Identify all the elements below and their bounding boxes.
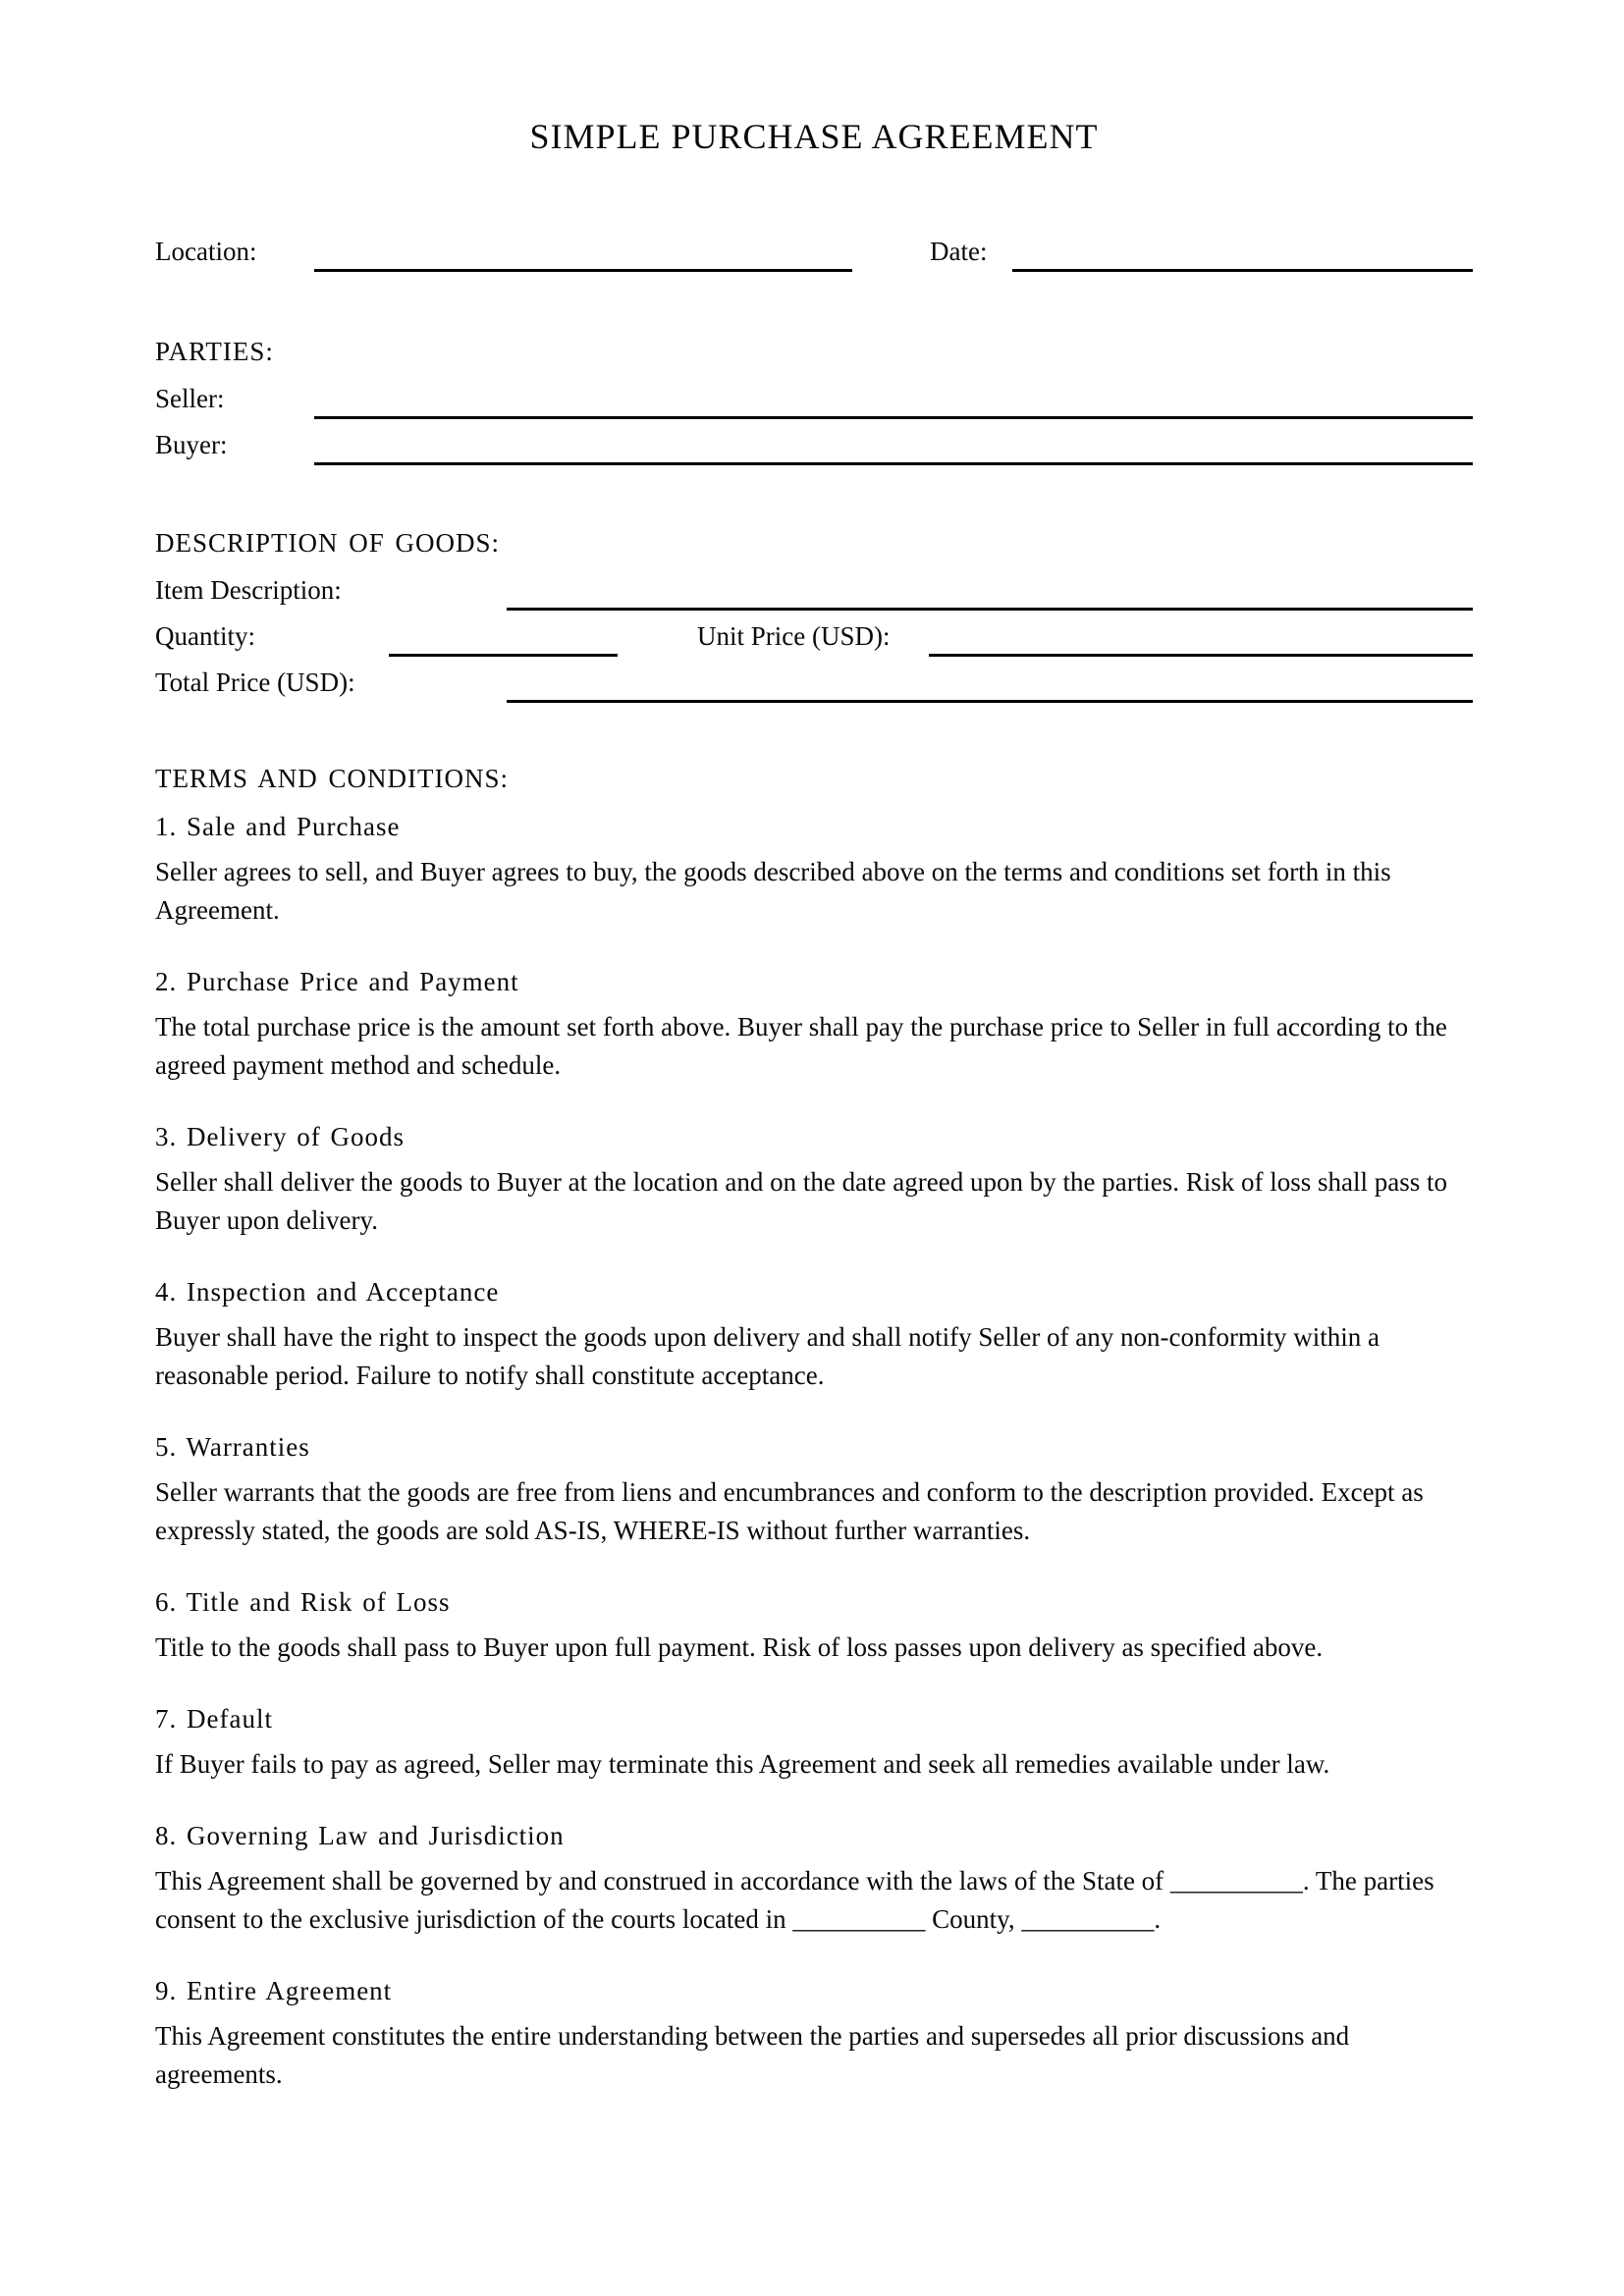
unit-price-blank-field[interactable]: [929, 649, 1473, 657]
section-body: Seller shall deliver the goods to Buyer at the location and on the date agreed upon by the parties. Risk of loss shall pass to Buyer upon delivery.: [155, 1167, 1447, 1235]
buyer-blank-field[interactable]: [314, 457, 1473, 465]
location-blank-field[interactable]: [314, 264, 852, 272]
item-description-label: Item Description:: [155, 575, 342, 605]
buyer-row: [155, 419, 1473, 465]
location-date-row: [155, 226, 1473, 272]
section-body: Seller agrees to sell, and Buyer agrees to buy, the goods described above on the terms and conditions set forth in this Agreement.: [155, 857, 1391, 925]
goods-heading: DESCRIPTION OF GOODS:: [155, 528, 501, 558]
section-warranties: [155, 1428, 1473, 1550]
total-price-label: Total Price (USD):: [155, 667, 355, 697]
section-heading: 3. Delivery of Goods: [155, 1122, 405, 1151]
parties-heading: PARTIES:: [155, 337, 274, 366]
seller-label: Seller:: [155, 384, 225, 413]
section-entire-agreement: [155, 1972, 1473, 2094]
section-inspection-and-acceptance: [155, 1273, 1473, 1395]
terms-heading: TERMS AND CONDITIONS:: [155, 764, 510, 793]
section-title-and-risk-of-loss: [155, 1583, 1473, 1667]
section-body: This Agreement shall be governed by and construed in accordance with the laws of the State of __________. The parties consent to the exclusive jurisdiction of the courts located in __________ County, __________.: [155, 1866, 1435, 1934]
date-blank-field[interactable]: [1012, 264, 1473, 272]
quantity-label: Quantity:: [155, 621, 255, 651]
section-purchase-price-and-payment: [155, 963, 1473, 1085]
section-sale-and-purchase: [155, 808, 1473, 930]
section-governing-law-and-jurisdiction: [155, 1817, 1473, 1939]
unit-price-label: Unit Price (USD):: [697, 621, 891, 651]
section-heading: 1. Sale and Purchase: [155, 812, 401, 841]
section-heading: 9. Entire Agreement: [155, 1976, 393, 2005]
date-label: Date:: [930, 237, 988, 266]
total-price-blank-field[interactable]: [507, 695, 1473, 703]
item-description-row: [155, 564, 1473, 611]
section-body: Seller warrants that the goods are free from liens and encumbrances and conform to the description provided. Except as expressly stated, the goods are sold AS-IS, WHERE-IS without further warranties.: [155, 1477, 1424, 1545]
section-heading: 6. Title and Risk of Loss: [155, 1587, 451, 1617]
total-price-row: [155, 657, 1473, 703]
section-body: The total purchase price is the amount set forth above. Buyer shall pay the purchase price to Seller in full according to the agreed payment method and schedule.: [155, 1012, 1447, 1080]
section-heading: 5. Warranties: [155, 1432, 310, 1462]
item-description-blank-field[interactable]: [507, 603, 1473, 611]
section-heading: 7. Default: [155, 1704, 273, 1734]
seller-blank-field[interactable]: [314, 411, 1473, 419]
seller-row: [155, 373, 1473, 419]
page-title: SIMPLE PURCHASE AGREEMENT: [529, 117, 1099, 156]
buyer-label: Buyer:: [155, 430, 228, 459]
section-body: This Agreement constitutes the entire understanding between the parties and supersedes all prior discussions and agreements.: [155, 2021, 1350, 2089]
section-heading: 8. Governing Law and Jurisdiction: [155, 1821, 565, 1850]
location-label: Location:: [155, 237, 257, 266]
section-heading: 4. Inspection and Acceptance: [155, 1277, 500, 1307]
section-body: If Buyer fails to pay as agreed, Seller may terminate this Agreement and seek all remedies available under law.: [155, 1749, 1330, 1779]
section-heading: 2. Purchase Price and Payment: [155, 967, 519, 996]
section-body: Title to the goods shall pass to Buyer upon full payment. Risk of loss passes upon delivery as specified above.: [155, 1632, 1324, 1662]
section-default: [155, 1700, 1473, 1784]
section-delivery-of-goods: [155, 1118, 1473, 1240]
quantity-unit-price-row: [155, 611, 1473, 657]
section-body: Buyer shall have the right to inspect the goods upon delivery and shall notify Seller of any non-conformity within a reasonable period. Failure to notify shall constitute acceptance.: [155, 1322, 1380, 1390]
quantity-blank-field[interactable]: [389, 649, 618, 657]
